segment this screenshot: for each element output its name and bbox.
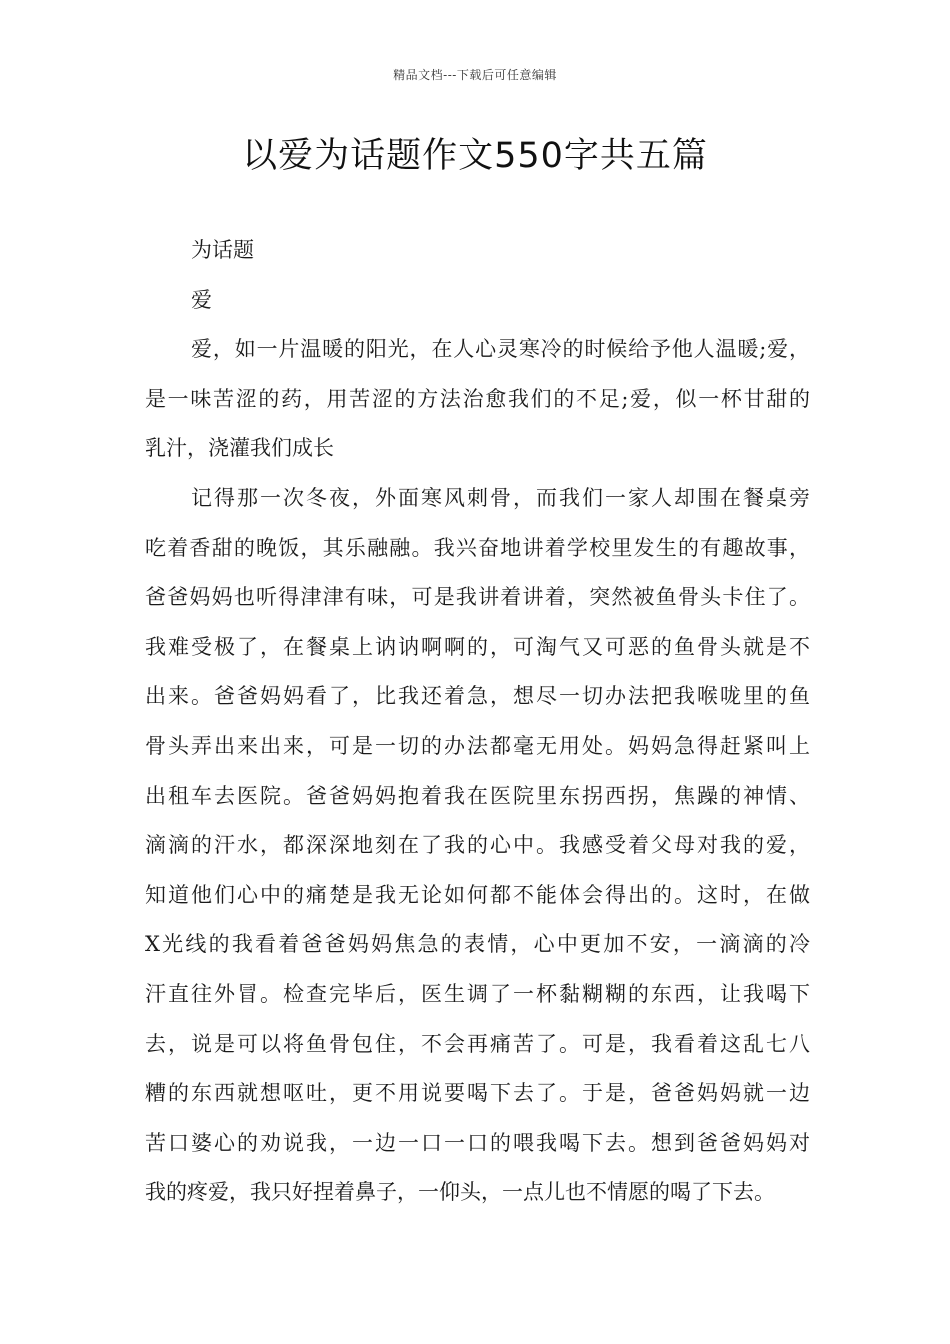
paragraph-line: 爱	[191, 287, 212, 312]
paragraph-topic-label	[145, 226, 810, 276]
document-body	[145, 226, 810, 1218]
paragraph-line: 骨头弄出来出来，可是一切的办法都毫无用处。妈妈急得赶紧叫上	[145, 733, 810, 758]
paragraph-line: 为话题	[191, 238, 254, 262]
paragraph-topic-word	[145, 276, 810, 326]
paragraph-line: 去，说是可以将鱼骨包住，不会再痛苦了。可是，我看着这乱七八	[145, 1031, 810, 1056]
paragraph-story	[145, 474, 810, 1218]
paragraph-intro	[145, 325, 810, 474]
paragraph-line: 出来。爸爸妈妈看了，比我还着急，想尽一切办法把我喉咙里的鱼	[145, 684, 810, 709]
paragraph-line: X光线的我看着爸爸妈妈焦急的表情，心中更加不安，一滴滴的冷	[145, 932, 810, 957]
paragraph-line: 汗直往外冒。检查完毕后，医生调了一杯黏糊糊的东西，让我喝下	[145, 981, 810, 1006]
paragraph-line: 爱，如一片温暖的阳光，在人心灵寒冷的时候给予他人温暖;爱，	[191, 337, 810, 362]
paragraph-line: 记得那一次冬夜，外面寒风刺骨，而我们一家人却围在餐桌旁	[191, 485, 810, 510]
paragraph-line: 糟的东西就想呕吐，更不用说要喝下去了。于是，爸爸妈妈就一边	[145, 1081, 810, 1106]
paragraph-line: 吃着香甜的晚饭，其乐融融。我兴奋地讲着学校里发生的有趣故事，	[145, 535, 810, 560]
paragraph-line: 爸爸妈妈也听得津津有味，可是我讲着讲着，突然被鱼骨头卡住了。	[145, 585, 810, 610]
paragraph-line: 是一味苦涩的药，用苦涩的方法治愈我们的不足;爱，似一杯甘甜的	[145, 386, 810, 411]
paragraph-line: 乳汁，浇灌我们成长	[145, 436, 334, 461]
paragraph-line: 出租车去医院。爸爸妈妈抱着我在医院里东拐西拐，焦躁的神情、	[145, 783, 810, 808]
header-note: 精品文档---下载后可任意编辑	[393, 68, 557, 82]
paragraph-line: 知道他们心中的痛楚是我无论如何都不能体会得出的。这时，在做	[145, 882, 810, 907]
document-title: 以爱为话题作文550字共五篇	[242, 136, 708, 176]
paragraph-line: 苦口婆心的劝说我，一边一口一口的喂我喝下去。想到爸爸妈妈对	[145, 1130, 810, 1155]
paragraph-line: 我的疼爱，我只好捏着鼻子，一仰头，一点儿也不情愿的喝了下去。	[145, 1180, 775, 1205]
paragraph-line: 滴滴的汗水，都深深地刻在了我的心中。我感受着父母对我的爱，	[145, 833, 810, 858]
paragraph-line: 我难受极了，在餐桌上讷讷啊啊的，可淘气又可恶的鱼骨头就是不	[145, 634, 810, 659]
